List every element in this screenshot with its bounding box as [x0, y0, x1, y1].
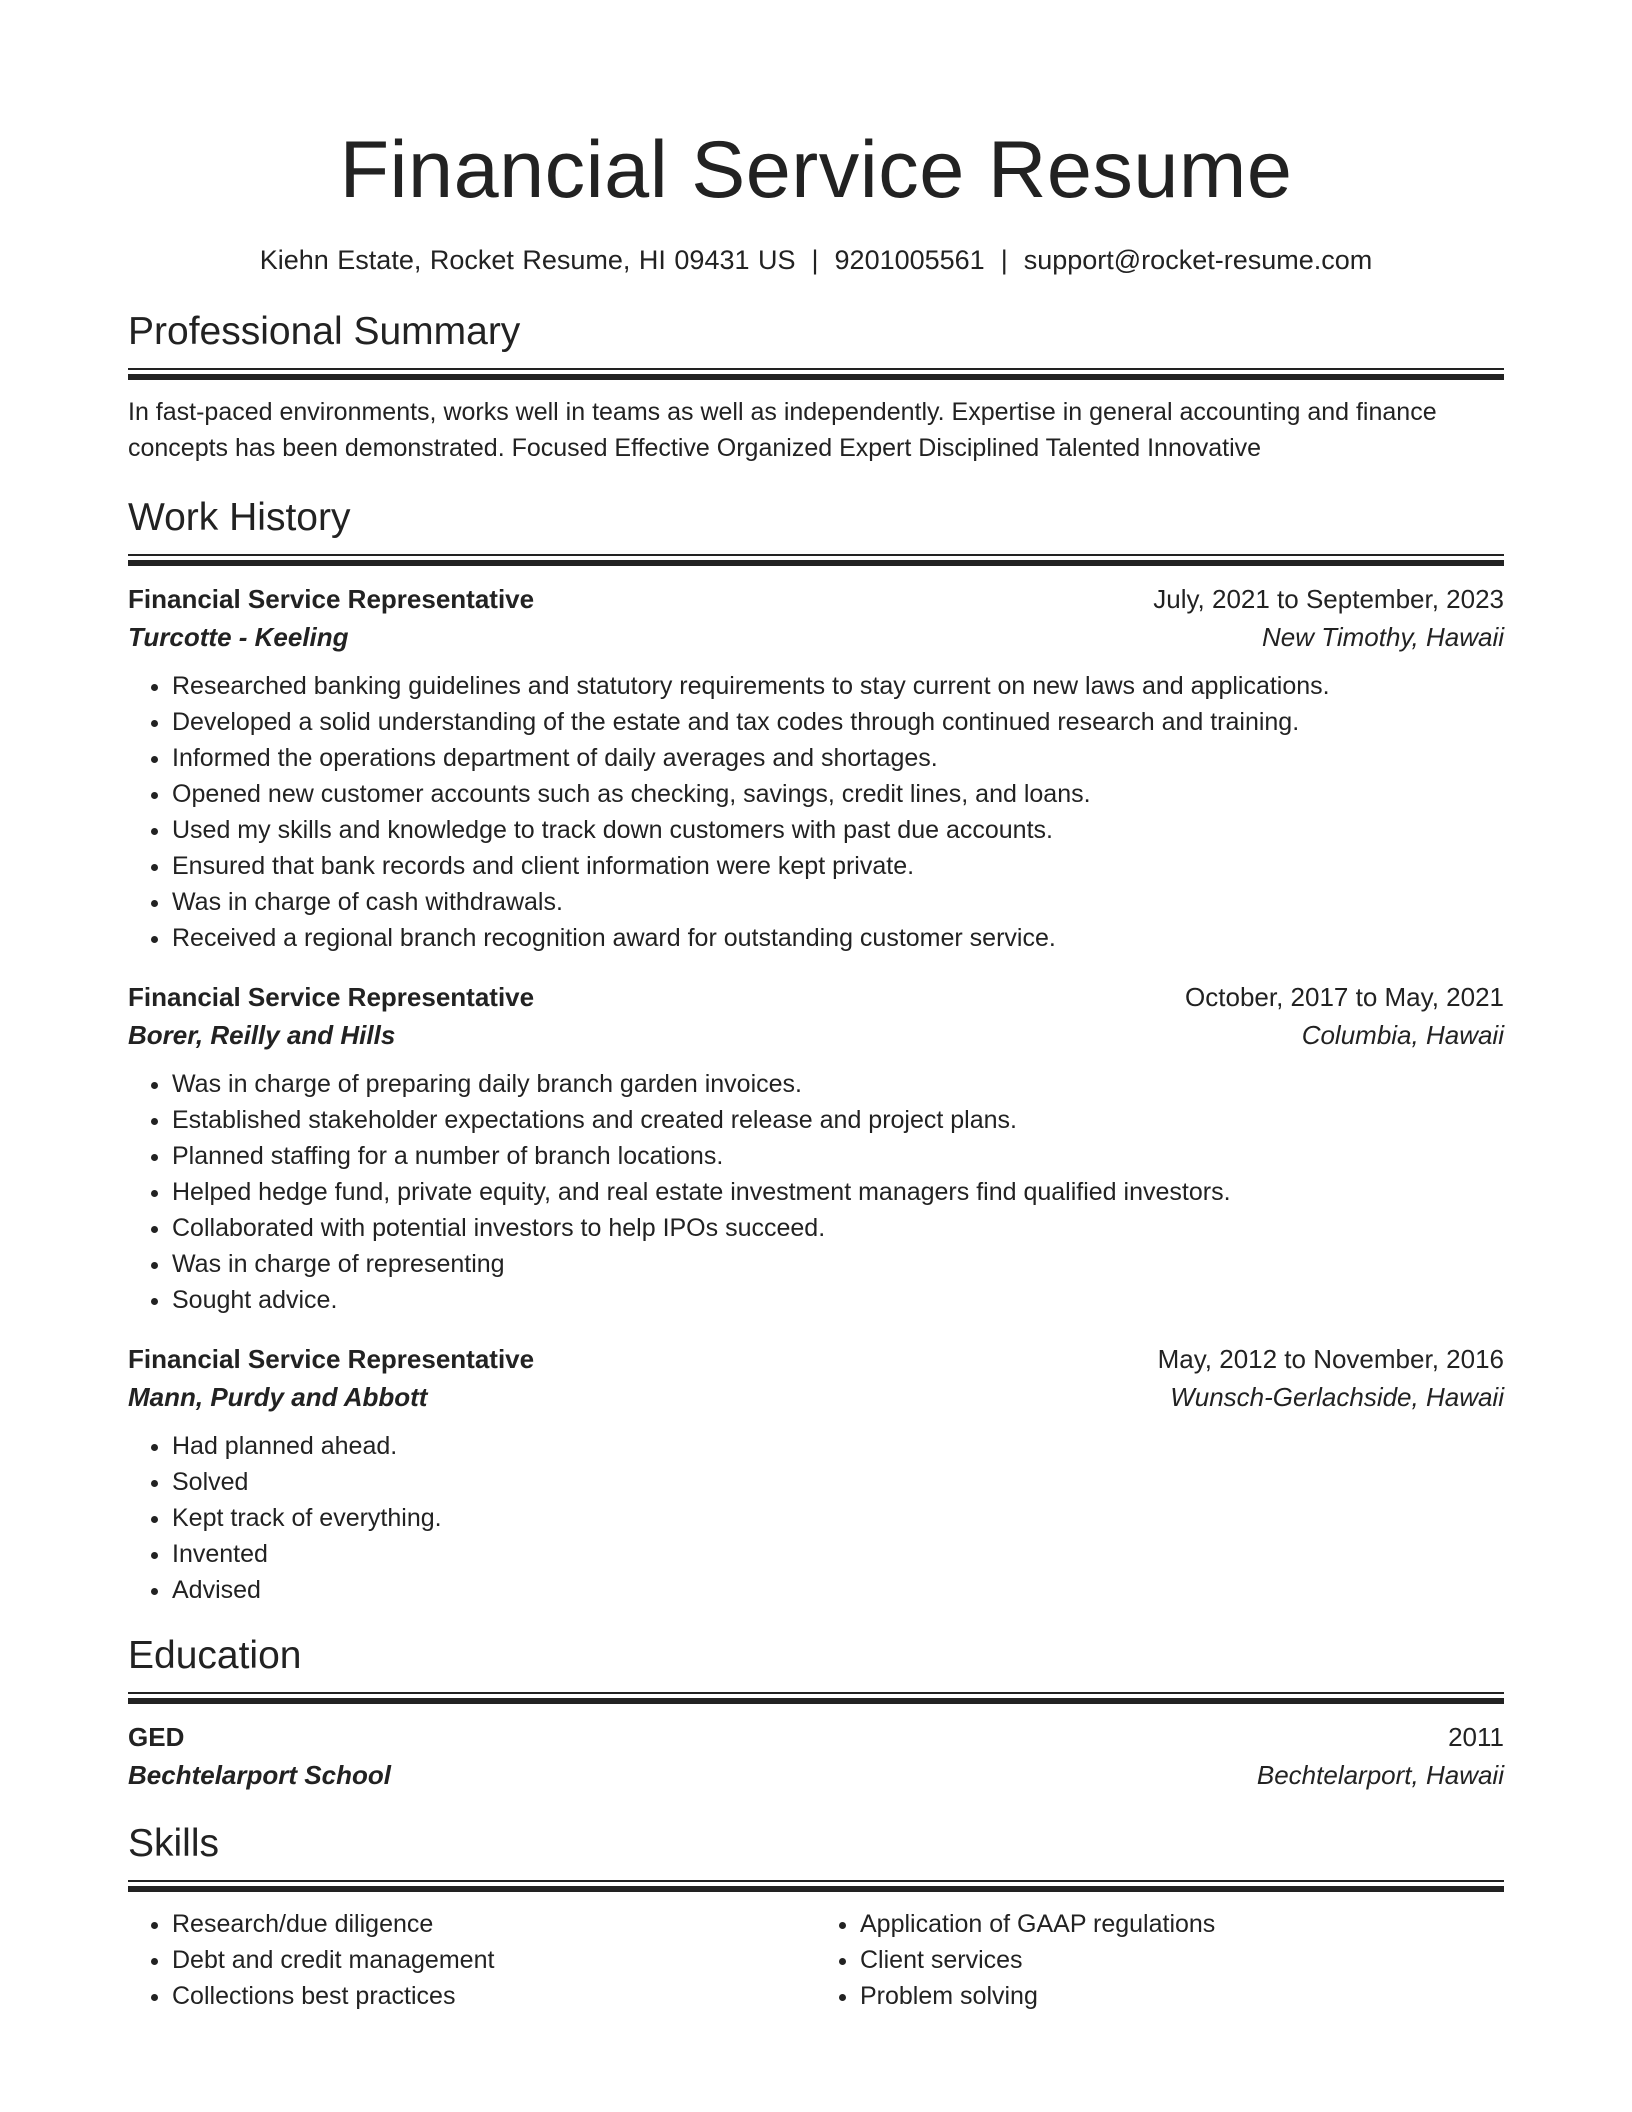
list-item: • Received a regional branch recognition award for outstanding customer service.	[172, 920, 1504, 956]
contact-line	[128, 242, 1504, 278]
skills-columns	[128, 1906, 1504, 2014]
job-title: Financial Service Representative	[128, 584, 535, 614]
job-bullets	[128, 1066, 1504, 1318]
summary-section	[128, 306, 1504, 466]
list-item: • Invented	[172, 1536, 1504, 1572]
job-company: Mann, Purdy and Abbott	[128, 1382, 428, 1412]
list-item: • Problem solving	[860, 1978, 1504, 2014]
job-dates: October, 2017 to May, 2021	[1185, 982, 1504, 1012]
list-item: • Research/due diligence	[172, 1906, 816, 1942]
list-item: • Opened new customer accounts such as checking, savings, credit lines, and loans.	[172, 776, 1504, 812]
list-item: • Kept track of everything.	[172, 1500, 1504, 1536]
list-item: • Used my skills and knowledge to track down customers with past due accounts.	[172, 812, 1504, 848]
summary-text: In fast-paced environments, works well in teams as well as independently. Expertise in general accounting and finance concepts has been demonstrated. Focused Effective Organized Expert Disciplined Talented Innovative	[128, 398, 1437, 462]
list-item: • Sought advice.	[172, 1282, 1504, 1318]
list-item: • Ensured that bank records and client information were kept private.	[172, 848, 1504, 884]
list-item: • Informed the operations department of daily averages and shortages.	[172, 740, 1504, 776]
list-item: • Helped hedge fund, private equity, and real estate investment managers find qualified investors.	[172, 1174, 1504, 1210]
list-item: • Solved	[172, 1464, 1504, 1500]
job-dates: May, 2012 to November, 2016	[1157, 1344, 1504, 1374]
job-entry	[128, 580, 1504, 956]
job-dates: July, 2021 to September, 2023	[1153, 584, 1504, 614]
education-section	[128, 1630, 1504, 1794]
contact-separator: |	[811, 245, 819, 275]
list-item: • Debt and credit management	[172, 1942, 816, 1978]
job-company: Borer, Reilly and Hills	[128, 1020, 396, 1050]
contact-separator: |	[1000, 245, 1008, 275]
section-divider	[128, 554, 1504, 566]
job-entry	[128, 1340, 1504, 1608]
work-history-section	[128, 492, 1504, 1608]
job-bullets	[128, 668, 1504, 956]
job-title: Financial Service Representative	[128, 1344, 535, 1374]
list-item: • Was in charge of preparing daily branch garden invoices.	[172, 1066, 1504, 1102]
education-year: 2011	[1448, 1722, 1504, 1752]
job-location: Wunsch-Gerlachside, Hawaii	[1170, 1382, 1504, 1412]
section-title-education: Education	[128, 1634, 302, 1677]
skills-list-right	[816, 1906, 1504, 2014]
list-item: • Collections best practices	[172, 1978, 816, 2014]
list-item: • Collaborated with potential investors to help IPOs succeed.	[172, 1210, 1504, 1246]
section-title-work-history: Work History	[128, 496, 351, 539]
contact-address: Kiehn Estate, Rocket Resume, HI 09431 US	[259, 245, 796, 275]
section-title-skills: Skills	[128, 1822, 220, 1865]
section-divider	[128, 1692, 1504, 1704]
list-item: • Application of GAAP regulations	[860, 1906, 1504, 1942]
contact-phone: 9201005561	[834, 245, 985, 275]
section-divider	[128, 368, 1504, 380]
section-title-summary: Professional Summary	[128, 310, 521, 353]
job-bullets	[128, 1428, 1504, 1608]
list-item: • Advised	[172, 1572, 1504, 1608]
job-location: New Timothy, Hawaii	[1261, 622, 1504, 652]
education-location: Bechtelarport, Hawaii	[1256, 1760, 1504, 1790]
list-item: • Was in charge of cash withdrawals.	[172, 884, 1504, 920]
list-item: • Had planned ahead.	[172, 1428, 1504, 1464]
skills-section	[128, 1818, 1504, 2014]
list-item: • Researched banking guidelines and statutory requirements to stay current on new laws and applications.	[172, 668, 1504, 704]
list-item: • Developed a solid understanding of the estate and tax codes through continued research and training.	[172, 704, 1504, 740]
job-title: Financial Service Representative	[128, 982, 535, 1012]
resume-title: Financial Service Resume	[339, 125, 1293, 215]
contact-email: support@rocket-resume.com	[1023, 245, 1373, 275]
list-item: • Planned staffing for a number of branch locations.	[172, 1138, 1504, 1174]
job-location: Columbia, Hawaii	[1301, 1020, 1504, 1050]
section-divider	[128, 1880, 1504, 1892]
skills-list-left	[128, 1906, 816, 2014]
education-school: Bechtelarport School	[128, 1760, 391, 1790]
list-item: • Was in charge of representing	[172, 1246, 1504, 1282]
job-entry	[128, 978, 1504, 1318]
job-company: Turcotte - Keeling	[128, 622, 349, 652]
education-degree: GED	[128, 1722, 185, 1752]
list-item: • Client services	[860, 1942, 1504, 1978]
list-item: • Established stakeholder expectations and created release and project plans.	[172, 1102, 1504, 1138]
